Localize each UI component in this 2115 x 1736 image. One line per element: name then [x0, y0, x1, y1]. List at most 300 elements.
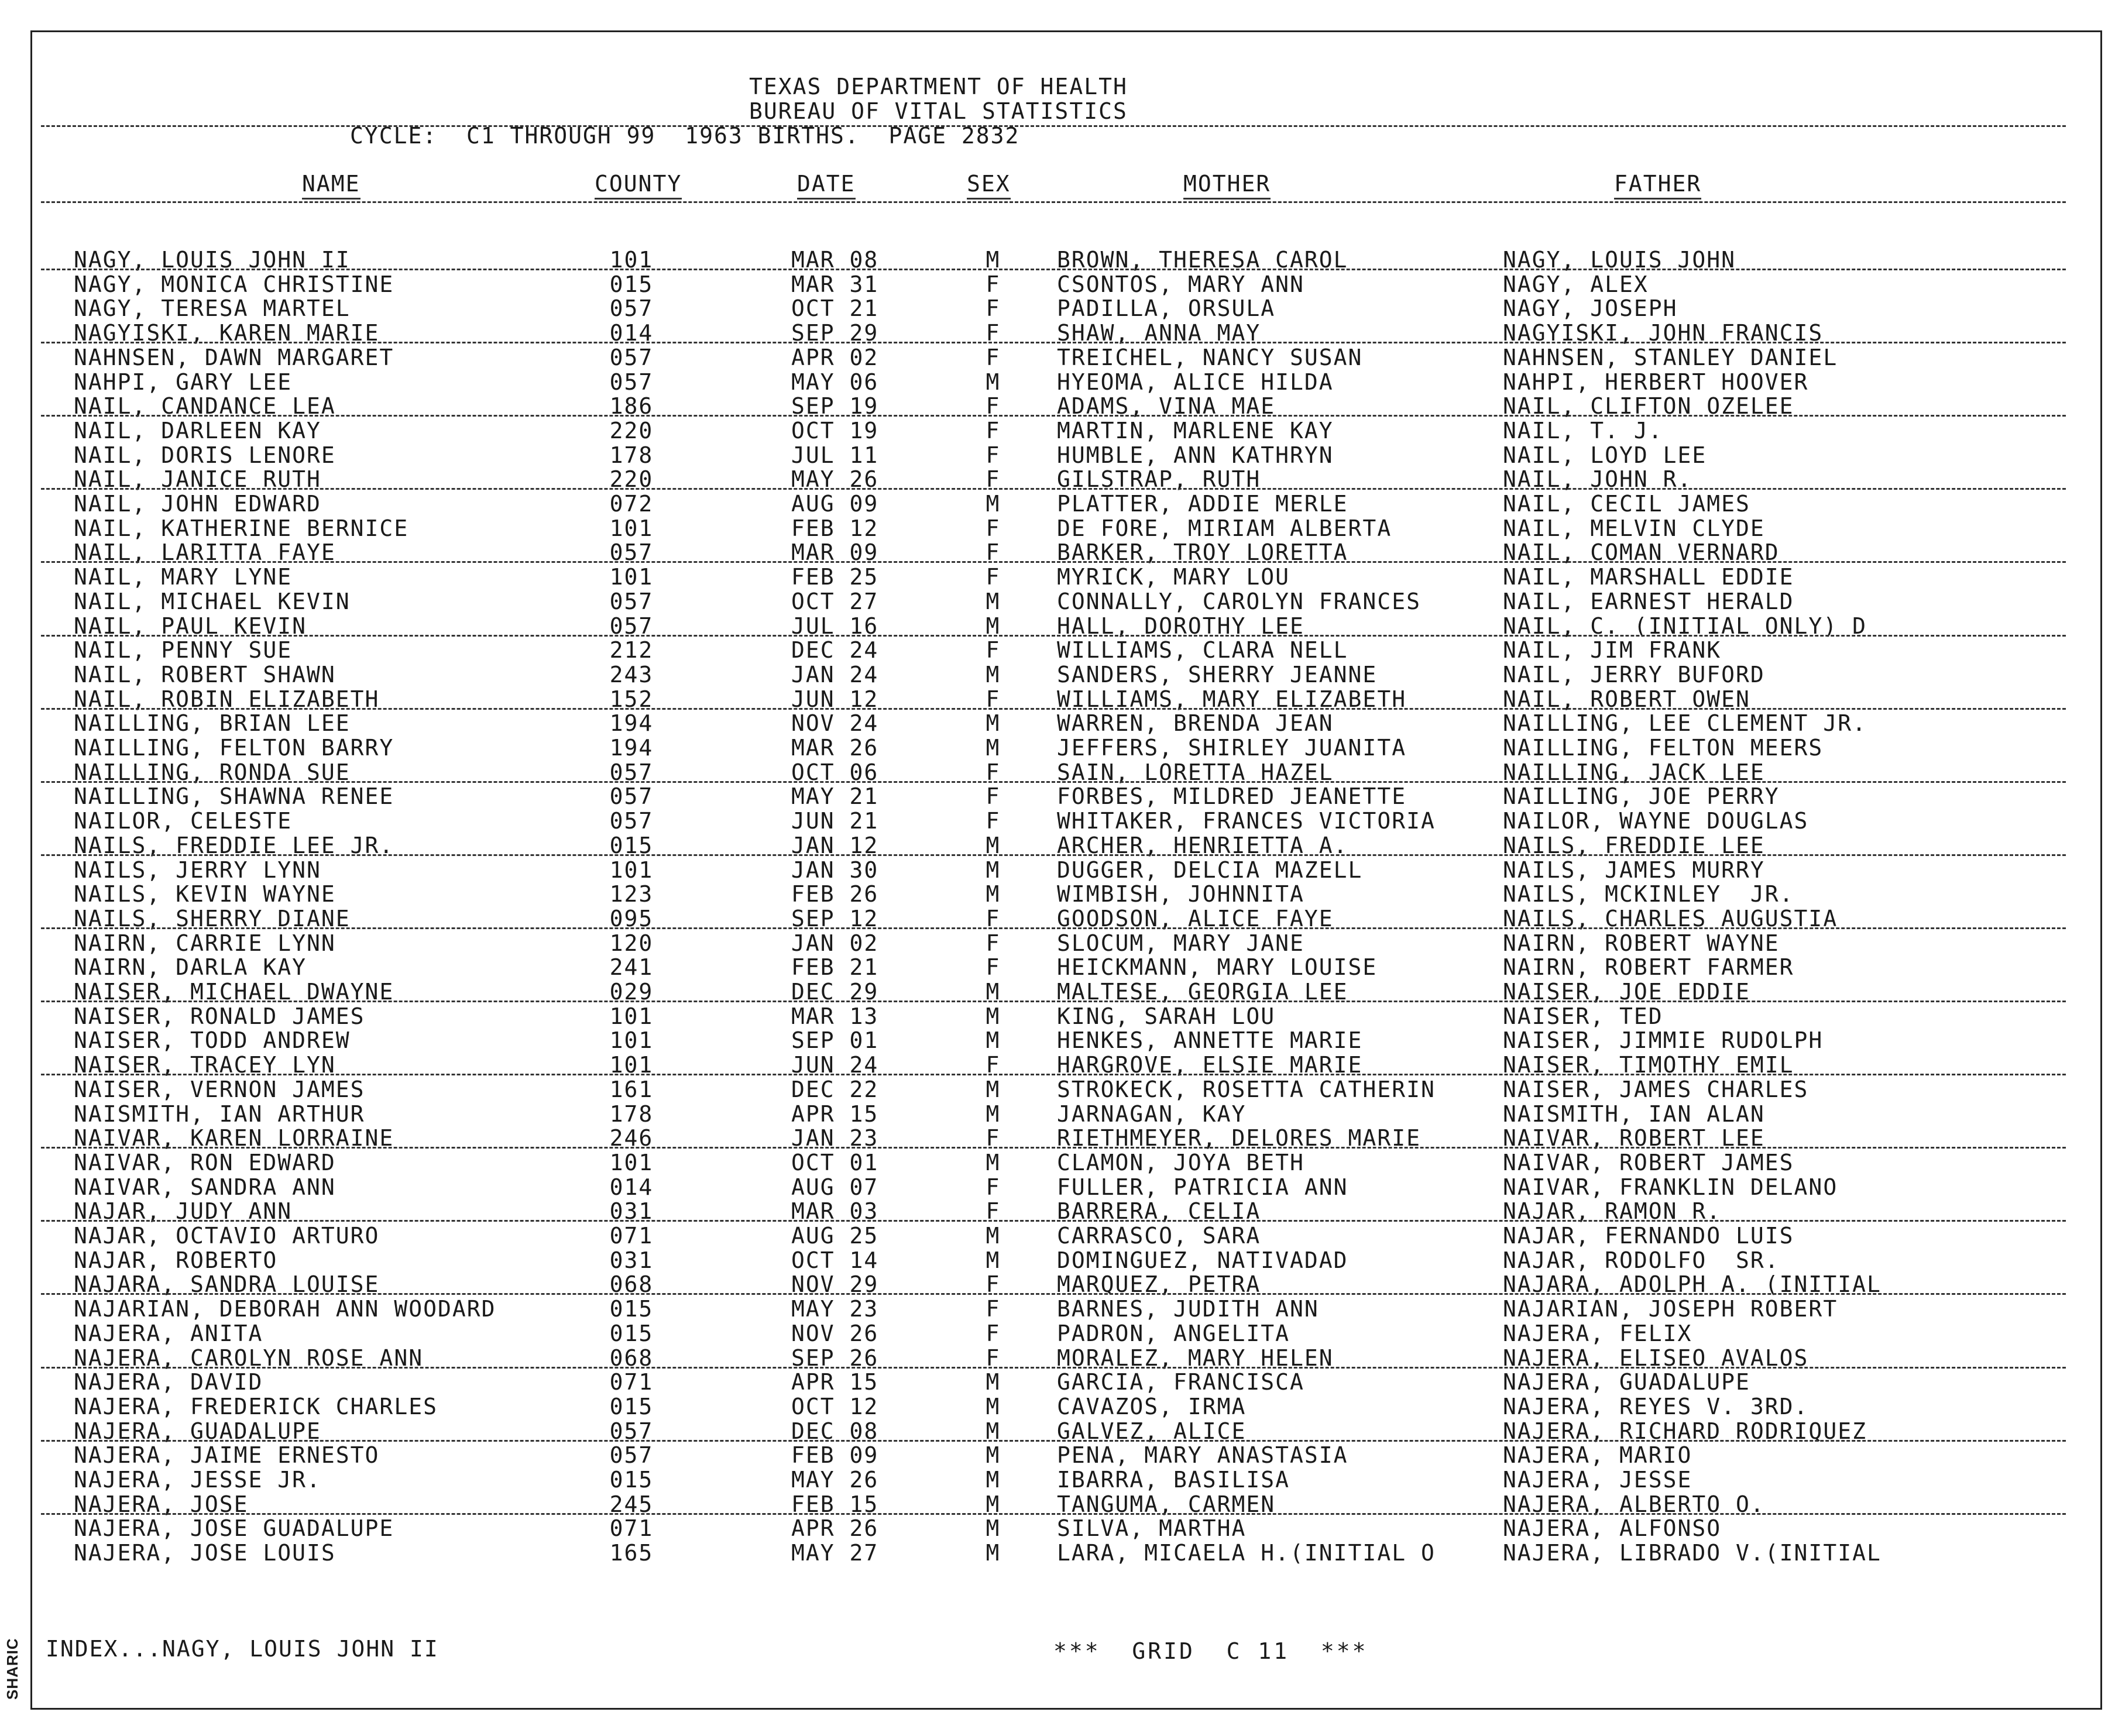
cell-father: NAJERA, RICHARD RODRIQUEZ	[1503, 1418, 1867, 1444]
cell-father: NAJARA, ADOLPH A. (INITIAL	[1503, 1271, 1881, 1298]
cell-county: 031	[609, 1198, 654, 1225]
table-row	[0, 955, 2115, 979]
table-row	[0, 589, 2115, 614]
cell-sex: M	[986, 1027, 1001, 1054]
cell-date: MAR 08	[791, 247, 879, 273]
cell-county: 212	[609, 637, 654, 664]
row-divider	[41, 269, 2066, 270]
cell-county: 245	[609, 1491, 654, 1517]
cell-mother: CSONTOS, MARY ANN	[1057, 271, 1304, 297]
cell-mother: TANGUMA, CARMEN	[1057, 1491, 1276, 1517]
cell-mother: TREICHEL, NANCY SUSAN	[1057, 344, 1363, 370]
column-header-mother: MOTHER	[1183, 171, 1271, 200]
cell-name: NAJERA, DAVID	[74, 1369, 263, 1395]
cell-date: NOV 26	[791, 1320, 879, 1346]
cell-sex: F	[986, 1271, 1001, 1298]
cell-name: NAIL, MICHAEL KEVIN	[74, 588, 351, 614]
cell-name: NAILLING, SHAWNA RENEE	[74, 783, 394, 810]
cell-mother: GARCIA, FRANCISCA	[1057, 1369, 1304, 1395]
cell-sex: M	[986, 1491, 1001, 1517]
cell-sex: M	[986, 857, 1001, 883]
cell-county: 057	[609, 1442, 654, 1469]
cell-mother: KING, SARAH LOU	[1057, 1003, 1276, 1029]
cell-name: NAILLING, RONDA SUE	[74, 759, 351, 785]
cell-mother: BARNES, JUDITH ANN	[1057, 1296, 1319, 1322]
column-header-sex: SEX	[967, 171, 1011, 200]
cell-county: 165	[609, 1540, 654, 1566]
cell-sex: M	[986, 1101, 1001, 1127]
cell-mother: MARQUEZ, PETRA	[1057, 1271, 1261, 1298]
cell-name: NAIL, ROBERT SHAWN	[74, 661, 336, 687]
row-divider	[41, 854, 2066, 856]
table-row	[0, 1297, 2115, 1321]
cell-mother: DE FORE, MIRIAM ALBERTA	[1057, 515, 1392, 541]
cell-county: 101	[609, 1149, 654, 1175]
cell-mother: LARA, MICAELA H.(INITIAL O	[1057, 1540, 1436, 1566]
table-row	[0, 296, 2115, 321]
cell-mother: ARCHER, HENRIETTA A.	[1057, 832, 1348, 858]
cell-father: NAIL, T. J.	[1503, 417, 1663, 444]
cell-county: 057	[609, 783, 654, 810]
cell-father: NAIRN, ROBERT WAYNE	[1503, 930, 1780, 956]
cell-mother: MARTIN, MARLENE KAY	[1057, 417, 1334, 444]
cell-mother: WIMBISH, JOHNNITA	[1057, 881, 1304, 907]
cell-date: FEB 15	[791, 1491, 879, 1517]
cell-date: JUL 16	[791, 613, 879, 639]
cell-date: FEB 21	[791, 954, 879, 981]
cell-date: SEP 26	[791, 1345, 879, 1371]
cell-county: 015	[609, 1320, 654, 1346]
cell-mother: HYEOMA, ALICE HILDA	[1057, 369, 1334, 395]
cell-father: NAJERA, GUADALUPE	[1503, 1369, 1750, 1395]
cell-mother: WILLIAMS, MARY ELIZABETH	[1057, 686, 1407, 712]
cell-county: 014	[609, 320, 654, 346]
cell-date: JUN 12	[791, 686, 879, 712]
cell-date: JUL 11	[791, 442, 879, 468]
cell-date: OCT 19	[791, 417, 879, 444]
cell-name: NAILS, JERRY LYNN	[74, 857, 321, 883]
cell-father: NAISER, JOE EDDIE	[1503, 979, 1750, 1005]
cell-sex: M	[986, 1442, 1001, 1469]
cell-date: MAR 09	[791, 539, 879, 566]
cell-sex: M	[986, 1003, 1001, 1029]
table-row	[0, 1102, 2115, 1126]
table-row	[0, 1516, 2115, 1541]
cell-county: 120	[609, 930, 654, 956]
cell-mother: SAIN, LORETTA HAZEL	[1057, 759, 1334, 785]
cell-sex: M	[986, 1223, 1001, 1249]
cell-father: NAHNSEN, STANLEY DANIEL	[1503, 344, 1838, 370]
cell-name: NAILS, FREDDIE LEE JR.	[74, 832, 394, 858]
table-row	[0, 370, 2115, 394]
cell-county: 101	[609, 564, 654, 590]
cell-county: 068	[609, 1271, 654, 1298]
cell-county: 123	[609, 881, 654, 907]
cell-father: NAILOR, WAYNE DOUGLAS	[1503, 808, 1809, 834]
cell-father: NAJERA, LIBRADO V.(INITIAL	[1503, 1540, 1881, 1566]
table-row	[0, 735, 2115, 760]
table-row	[0, 1541, 2115, 1565]
cell-father: NAIL, JOHN R.	[1503, 466, 1692, 493]
cell-name: NAILLING, BRIAN LEE	[74, 710, 351, 737]
row-divider	[41, 1220, 2066, 1222]
cell-date: OCT 27	[791, 588, 879, 614]
cell-date: JAN 12	[791, 832, 879, 858]
cell-county: 095	[609, 905, 654, 931]
cell-sex: F	[986, 564, 1001, 590]
cell-father: NAJERA, ALBERTO O.	[1503, 1491, 1765, 1517]
cell-mother: PLATTER, ADDIE MERLE	[1057, 491, 1348, 517]
cell-mother: HUMBLE, ANN KATHRYN	[1057, 442, 1334, 468]
cell-name: NAISER, VERNON JAMES	[74, 1076, 365, 1102]
cell-sex: F	[986, 295, 1001, 322]
cell-county: 057	[609, 369, 654, 395]
cell-name: NAISER, RONALD JAMES	[74, 1003, 365, 1029]
cell-father: NAJERA, MARIO	[1503, 1442, 1692, 1469]
cell-sex: M	[986, 979, 1001, 1005]
cell-county: 029	[609, 979, 654, 1005]
table-row	[0, 711, 2115, 735]
table-row	[0, 1370, 2115, 1394]
cell-father: NAISER, JAMES CHARLES	[1503, 1076, 1809, 1102]
cell-date: MAY 26	[791, 1467, 879, 1493]
cell-sex: F	[986, 1174, 1001, 1200]
cell-father: NAJAR, RAMON R.	[1503, 1198, 1722, 1225]
table-row	[0, 882, 2115, 906]
cell-name: NAJERA, JOSE LOUIS	[74, 1540, 336, 1566]
cell-county: 057	[609, 588, 654, 614]
cell-name: NAISER, TODD ANDREW	[74, 1027, 351, 1054]
cell-sex: F	[986, 783, 1001, 810]
cell-father: NAHPI, HERBERT HOOVER	[1503, 369, 1809, 395]
cell-name: NAISMITH, IAN ARTHUR	[74, 1101, 365, 1127]
row-divider	[41, 1367, 2066, 1369]
cell-father: NAIL, JERRY BUFORD	[1503, 661, 1765, 687]
cell-date: NOV 29	[791, 1271, 879, 1298]
cell-name: NAJARIAN, DEBORAH ANN WOODARD	[74, 1296, 496, 1322]
cell-father: NAGY, JOSEPH	[1503, 295, 1678, 322]
cell-date: OCT 21	[791, 295, 879, 322]
cell-date: MAY 21	[791, 783, 879, 810]
cell-county: 178	[609, 1101, 654, 1127]
row-divider	[41, 1001, 2066, 1002]
footer-grid: *** GRID C 11 ***	[1053, 1638, 1368, 1664]
cell-father: NAIVAR, FRANKLIN DELANO	[1503, 1174, 1838, 1200]
cell-date: SEP 19	[791, 393, 879, 420]
cell-date: OCT 14	[791, 1247, 879, 1273]
cell-date: SEP 29	[791, 320, 879, 346]
cell-date: APR 26	[791, 1515, 879, 1542]
cell-name: NAIL, CANDANCE LEA	[74, 393, 336, 420]
cell-father: NAJERA, FELIX	[1503, 1320, 1692, 1346]
cell-name: NAIL, DORIS LENORE	[74, 442, 336, 468]
cell-date: MAY 06	[791, 369, 879, 395]
cell-name: NAIL, PAUL KEVIN	[74, 613, 307, 639]
cell-name: NAILS, SHERRY DIANE	[74, 905, 351, 931]
cell-county: 186	[609, 393, 654, 420]
cell-father: NAIL, MARSHALL EDDIE	[1503, 564, 1794, 590]
cell-mother: CONNALLY, CAROLYN FRANCES	[1057, 588, 1421, 614]
cell-county: 057	[609, 808, 654, 834]
cell-mother: SANDERS, SHERRY JEANNE	[1057, 661, 1378, 687]
cell-father: NAILS, JAMES MURRY	[1503, 857, 1765, 883]
cell-mother: SILVA, MARTHA	[1057, 1515, 1247, 1542]
cell-date: APR 15	[791, 1369, 879, 1395]
cell-father: NAJERA, ALFONSO	[1503, 1515, 1722, 1542]
row-divider	[41, 1513, 2066, 1515]
table-row	[0, 418, 2115, 443]
cell-father: NAILS, CHARLES AUGUSTIA	[1503, 905, 1838, 931]
cell-county: 014	[609, 1174, 654, 1200]
cell-county: 031	[609, 1247, 654, 1273]
row-divider	[41, 488, 2066, 490]
cell-date: JAN 30	[791, 857, 879, 883]
cell-county: 178	[609, 442, 654, 468]
cell-date: MAR 31	[791, 271, 879, 297]
cell-father: NAISMITH, IAN ALAN	[1503, 1101, 1765, 1127]
cell-sex: M	[986, 881, 1001, 907]
cell-father: NAIL, CLIFTON OZELEE	[1503, 393, 1794, 420]
cell-mother: RIETHMEYER, DELORES MARIE	[1057, 1125, 1421, 1151]
cell-name: NAIVAR, RON EDWARD	[74, 1149, 336, 1175]
cell-mother: STROKECK, ROSETTA CATHERIN	[1057, 1076, 1436, 1102]
cell-sex: M	[986, 661, 1001, 687]
row-divider	[41, 781, 2066, 783]
cell-father: NAILS, MCKINLEY JR.	[1503, 881, 1794, 907]
cell-sex: F	[986, 808, 1001, 834]
column-header-county: COUNTY	[595, 171, 682, 200]
cell-sex: F	[986, 1198, 1001, 1225]
cell-date: JUN 21	[791, 808, 879, 834]
table-row	[0, 1004, 2115, 1029]
cell-father: NAIVAR, ROBERT LEE	[1503, 1125, 1765, 1151]
table-row	[0, 1028, 2115, 1053]
cell-county: 015	[609, 1296, 654, 1322]
cell-sex: F	[986, 759, 1001, 785]
cell-sex: M	[986, 1369, 1001, 1395]
row-divider	[41, 708, 2066, 710]
table-row	[0, 858, 2115, 882]
cell-sex: M	[986, 588, 1001, 614]
cell-date: JAN 23	[791, 1125, 879, 1151]
cell-sex: F	[986, 954, 1001, 981]
cell-name: NAGY, TERESA MARTEL	[74, 295, 351, 322]
cell-father: NAIL, ROBERT OWEN	[1503, 686, 1750, 712]
cell-name: NAJERA, GUADALUPE	[74, 1418, 321, 1444]
cell-date: DEC 24	[791, 637, 879, 664]
cell-sex: M	[986, 613, 1001, 639]
row-divider	[41, 1074, 2066, 1075]
header-title: TEXAS DEPARTMENT OF HEALTH	[749, 74, 1128, 99]
cell-date: DEC 29	[791, 979, 879, 1005]
cell-name: NAILOR, CELESTE	[74, 808, 293, 834]
cell-date: SEP 01	[791, 1027, 879, 1054]
cell-mother: HARGROVE, ELSIE MARIE	[1057, 1052, 1363, 1078]
cell-name: NAJERA, CAROLYN ROSE ANN	[74, 1345, 424, 1371]
cell-sex: F	[986, 271, 1001, 297]
cell-mother: CAVAZOS, IRMA	[1057, 1393, 1247, 1419]
row-divider	[41, 1293, 2066, 1295]
cell-name: NAJAR, JUDY ANN	[74, 1198, 293, 1225]
cell-father: NAJERA, REYES V. 3RD.	[1503, 1393, 1809, 1419]
cell-father: NAIL, LOYD LEE	[1503, 442, 1707, 468]
cell-name: NAJARA, SANDRA LOUISE	[74, 1271, 380, 1298]
cell-county: 220	[609, 417, 654, 444]
cell-date: MAY 27	[791, 1540, 879, 1566]
cell-name: NAIRN, CARRIE LYNN	[74, 930, 336, 956]
cell-mother: WHITAKER, FRANCES VICTORIA	[1057, 808, 1436, 834]
cell-father: NAIL, C. (INITIAL ONLY) D	[1503, 613, 1867, 639]
cell-mother: WILLIAMS, CLARA NELL	[1057, 637, 1348, 664]
cell-county: 015	[609, 271, 654, 297]
cell-name: NAJERA, FREDERICK CHARLES	[74, 1393, 438, 1419]
row-divider	[41, 415, 2066, 417]
cell-father: NAJARIAN, JOSEPH ROBERT	[1503, 1296, 1838, 1322]
row-divider	[41, 1147, 2066, 1149]
cell-father: NAGY, LOUIS JOHN	[1503, 247, 1736, 273]
cell-mother: HEICKMANN, MARY LOUISE	[1057, 954, 1378, 981]
cell-name: NAIVAR, KAREN LORRAINE	[74, 1125, 394, 1151]
cell-date: SEP 12	[791, 905, 879, 931]
table-row	[0, 1077, 2115, 1102]
cell-name: NAIL, JOHN EDWARD	[74, 491, 321, 517]
cell-name: NAIL, KATHERINE BERNICE	[74, 515, 409, 541]
cell-county: 101	[609, 1052, 654, 1078]
cell-sex: F	[986, 442, 1001, 468]
cell-date: AUG 07	[791, 1174, 879, 1200]
cell-date: JAN 02	[791, 930, 879, 956]
cell-mother: HALL, DOROTHY LEE	[1057, 613, 1304, 639]
cell-mother: BARRERA, CELIA	[1057, 1198, 1261, 1225]
cell-name: NAIL, ROBIN ELIZABETH	[74, 686, 380, 712]
cell-sex: M	[986, 369, 1001, 395]
cell-county: 152	[609, 686, 654, 712]
table-row	[0, 1223, 2115, 1248]
cell-sex: F	[986, 466, 1001, 493]
cell-father: NAIL, MELVIN CLYDE	[1503, 515, 1765, 541]
cell-sex: F	[986, 515, 1001, 541]
cell-county: 071	[609, 1369, 654, 1395]
cell-name: NAGY, LOUIS JOHN II	[74, 247, 351, 273]
cell-mother: DOMINGUEZ, NATIVADAD	[1057, 1247, 1348, 1273]
cell-father: NAJAR, RODOLFO SR.	[1503, 1247, 1780, 1273]
cell-sex: F	[986, 905, 1001, 931]
cell-mother: PENA, MARY ANASTASIA	[1057, 1442, 1348, 1469]
cell-father: NAILLING, JACK LEE	[1503, 759, 1765, 785]
cell-mother: SLOCUM, MARY JANE	[1057, 930, 1304, 956]
cell-sex: M	[986, 1393, 1001, 1419]
cell-father: NAILS, FREDDIE LEE	[1503, 832, 1765, 858]
table-row	[0, 809, 2115, 833]
cell-sex: M	[986, 1149, 1001, 1175]
cell-county: 101	[609, 857, 654, 883]
cell-name: NAIL, LARITTA FAYE	[74, 539, 336, 566]
cell-county: 015	[609, 1467, 654, 1493]
column-header-name: NAME	[302, 171, 360, 200]
table-row	[0, 662, 2115, 687]
cell-mother: BROWN, THERESA CAROL	[1057, 247, 1348, 273]
cell-father: NAIVAR, ROBERT JAMES	[1503, 1149, 1794, 1175]
column-header-father: FATHER	[1614, 171, 1701, 200]
cell-county: 241	[609, 954, 654, 981]
cell-name: NAJERA, JOSE	[74, 1491, 249, 1517]
cell-father: NAJERA, ELISEO AVALOS	[1503, 1345, 1809, 1371]
cell-name: NAJAR, OCTAVIO ARTURO	[74, 1223, 380, 1249]
cell-county: 101	[609, 1027, 654, 1054]
cell-date: NOV 24	[791, 710, 879, 737]
row-divider	[41, 635, 2066, 637]
cell-county: 015	[609, 1393, 654, 1419]
cell-father: NAIL, CECIL JAMES	[1503, 491, 1750, 517]
cell-county: 071	[609, 1223, 654, 1249]
table-row	[0, 784, 2115, 809]
footer-index: INDEX...NAGY, LOUIS JOHN II	[46, 1636, 439, 1662]
cell-county: 194	[609, 735, 654, 761]
table-row	[0, 443, 2115, 467]
cell-county: 243	[609, 661, 654, 687]
cell-sex: F	[986, 637, 1001, 664]
header-bureau: BUREAU OF VITAL STATISTICS	[749, 98, 1128, 124]
column-header-date: DATE	[797, 171, 856, 200]
cell-sex: F	[986, 1052, 1001, 1078]
cell-mother: JEFFERS, SHIRLEY JUANITA	[1057, 735, 1407, 761]
cell-date: MAY 23	[791, 1296, 879, 1322]
cell-mother: GOODSON, ALICE FAYE	[1057, 905, 1334, 931]
cell-mother: CARRASCO, SARA	[1057, 1223, 1261, 1249]
cell-mother: HENKES, ANNETTE MARIE	[1057, 1027, 1363, 1054]
row-divider	[41, 927, 2066, 929]
cell-mother: ADAMS, VINA MAE	[1057, 393, 1276, 420]
row-divider	[41, 342, 2066, 343]
cell-sex: F	[986, 1345, 1001, 1371]
cell-county: 015	[609, 832, 654, 858]
cell-name: NAHPI, GARY LEE	[74, 369, 293, 395]
cell-name: NAILS, KEVIN WAYNE	[74, 881, 336, 907]
cell-sex: M	[986, 247, 1001, 273]
table-row	[0, 345, 2115, 370]
cell-county: 101	[609, 247, 654, 273]
cell-county: 057	[609, 539, 654, 566]
side-tag: SHARIC	[4, 1638, 21, 1700]
cell-mother: PADRON, ANGELITA	[1057, 1320, 1290, 1346]
cell-date: DEC 08	[791, 1418, 879, 1444]
cell-father: NAISER, TED	[1503, 1003, 1663, 1029]
cell-mother: MALTESE, GEORGIA LEE	[1057, 979, 1348, 1005]
cell-name: NAIL, JANICE RUTH	[74, 466, 321, 493]
cell-sex: F	[986, 930, 1001, 956]
cell-date: JAN 24	[791, 661, 879, 687]
cell-sex: F	[986, 1320, 1001, 1346]
cell-date: FEB 25	[791, 564, 879, 590]
cell-name: NAHNSEN, DAWN MARGARET	[74, 344, 394, 370]
table-row	[0, 638, 2115, 662]
cell-date: AUG 25	[791, 1223, 879, 1249]
cell-date: MAR 13	[791, 1003, 879, 1029]
cell-sex: F	[986, 344, 1001, 370]
table-row	[0, 1175, 2115, 1199]
cell-county: 071	[609, 1515, 654, 1542]
cell-name: NAJERA, ANITA	[74, 1320, 263, 1346]
table-row	[0, 1394, 2115, 1419]
cell-county: 057	[609, 759, 654, 785]
cell-father: NAILLING, JOE PERRY	[1503, 783, 1780, 810]
cell-sex: F	[986, 1296, 1001, 1322]
cell-name: NAIL, PENNY SUE	[74, 637, 293, 664]
cell-sex: F	[986, 417, 1001, 444]
cell-name: NAILLING, FELTON BARRY	[74, 735, 394, 761]
cell-county: 220	[609, 466, 654, 493]
cell-mother: IBARRA, BASILISA	[1057, 1467, 1290, 1493]
